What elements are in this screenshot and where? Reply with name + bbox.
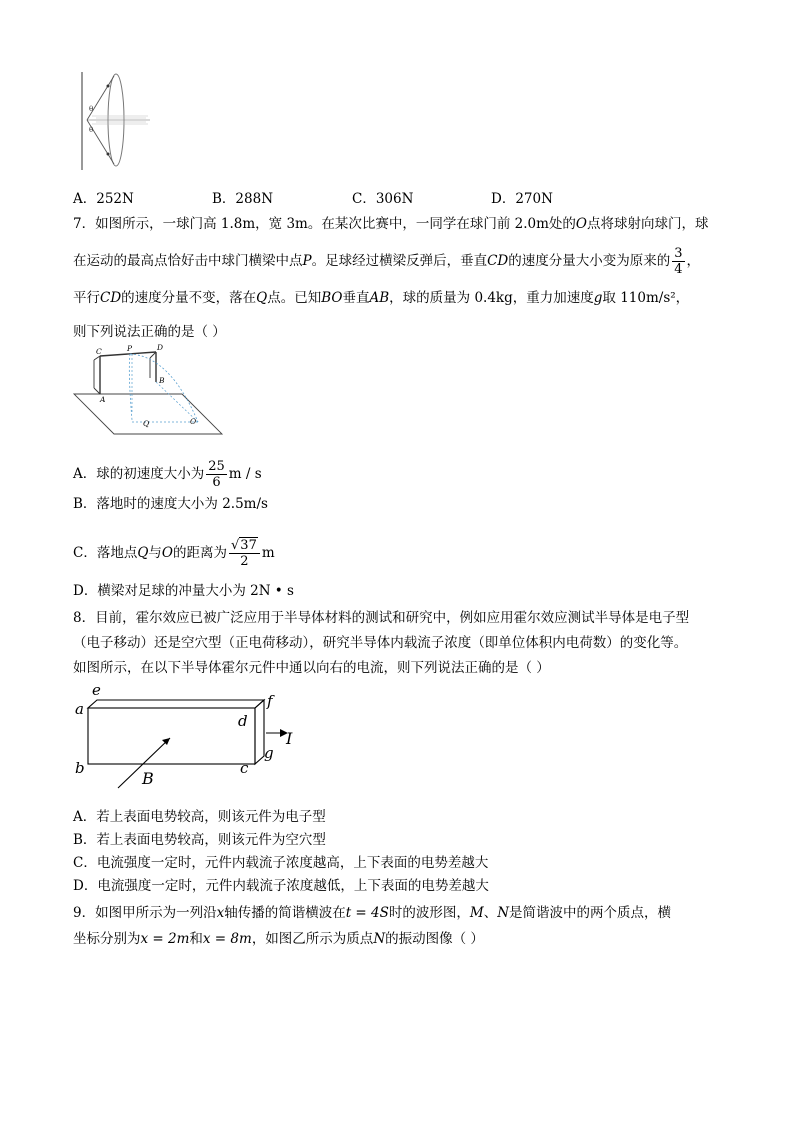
q6-figure (78, 70, 158, 175)
fraction-sqrt37-2: $\frac{√37}{2}$ (229, 538, 260, 569)
fraction-three-quarters: $\frac{3}{4}$ (674, 246, 683, 277)
q6-option-a: A．252N (73, 191, 134, 207)
q7-option-d: D．横梁对足球的冲量大小为 2N • s (73, 583, 294, 599)
q7-stem-line2: 在运动的最高点恰好击中球门横梁中点P。足球经过横梁反弹后，垂直CD的速度分量大小变为原来的 $\frac{3}{4}$ ， (73, 246, 701, 277)
q7-option-a: A．球的初速度大小为 $\frac{25}{6}$ m / s (73, 459, 262, 490)
q7-stem-line4: 则下列说法正确的是（ ） (73, 324, 226, 340)
q7-figure (70, 342, 230, 440)
theta-label-bottom: θ (89, 126, 94, 134)
q6-option-b: B．288N (212, 191, 274, 207)
q8-option-a: A．若上表面电势较高，则该元件为电子型 (73, 809, 326, 825)
q9-stem-line1: 9．如图甲所示为一列沿x轴传播的简谐横波在t = 4S时的波形图，M、N是简谐波中的两个质点，横 (73, 905, 672, 921)
q7-option-b: B．落地时的速度大小为 2.5m/s (73, 496, 268, 512)
q6-option-c: C．306N (352, 191, 414, 207)
label-b: b (75, 759, 85, 777)
q8-figure (70, 680, 310, 795)
label-Q: Q (143, 419, 150, 428)
label-c: c (240, 759, 249, 777)
label-f: f (267, 692, 273, 710)
label-d: d (238, 712, 248, 730)
q8-stem-line1: 8．目前，霍尔效应已被广泛应用于半导体材料的测试和研究中，例如应用霍尔效应测试半导体是电子型 (73, 610, 690, 626)
q8-stem-line3: 如图所示，在以下半导体霍尔元件中通以向右的电流，则下列说法正确的是（ ） (73, 660, 550, 676)
label-O: O (190, 417, 197, 426)
q7-stem-line1: 7．如图所示，一球门高 1.8m，宽 3m。在某次比赛中，一同学在球门前 2.0m处的O点将球射向球门，球 (73, 216, 709, 232)
label-A: A (100, 395, 106, 404)
q8-option-b: B．若上表面电势较高，则该元件为空穴型 (73, 832, 326, 848)
q8-stem-line2: （电子移动）还是空穴型（正电荷移动），研究半导体内载流子浓度（即单位体积内电荷数）的变化等。 (73, 635, 688, 651)
label-g: g (264, 744, 274, 762)
q7-stem-line3: 平行CD的速度分量不变，落在Q点。已知BO垂直AB，球的质量为 0.4kg，重力加速度g取 110m/s²， (73, 290, 690, 306)
fraction-25-6: $\frac{25}{6}$ (208, 459, 225, 490)
label-a: a (75, 700, 84, 718)
label-e: e (92, 681, 101, 699)
label-C: C (96, 347, 102, 356)
label-D: D (157, 343, 164, 352)
label-P: P (127, 344, 133, 353)
label-B: B (159, 376, 165, 385)
q7-option-c: C．落地点Q与O的距离为 $\frac{√37}{2}$ m (73, 538, 275, 569)
label-B-field: B (142, 769, 154, 788)
q9-stem-line2: 坐标分别为x = 2m和x = 8m，如图乙所示为质点N的振动图像（ ） (73, 931, 484, 947)
q6-option-d: D．270N (491, 191, 553, 207)
label-I: I (286, 729, 293, 748)
q8-option-d: D．电流强度一定时，元件内载流子浓度越低，上下表面的电势差越大 (73, 878, 489, 894)
theta-label-top: θ (89, 105, 94, 113)
q8-option-c: C．电流强度一定时，元件内载流子浓度越高，上下表面的电势差越大 (73, 855, 489, 871)
